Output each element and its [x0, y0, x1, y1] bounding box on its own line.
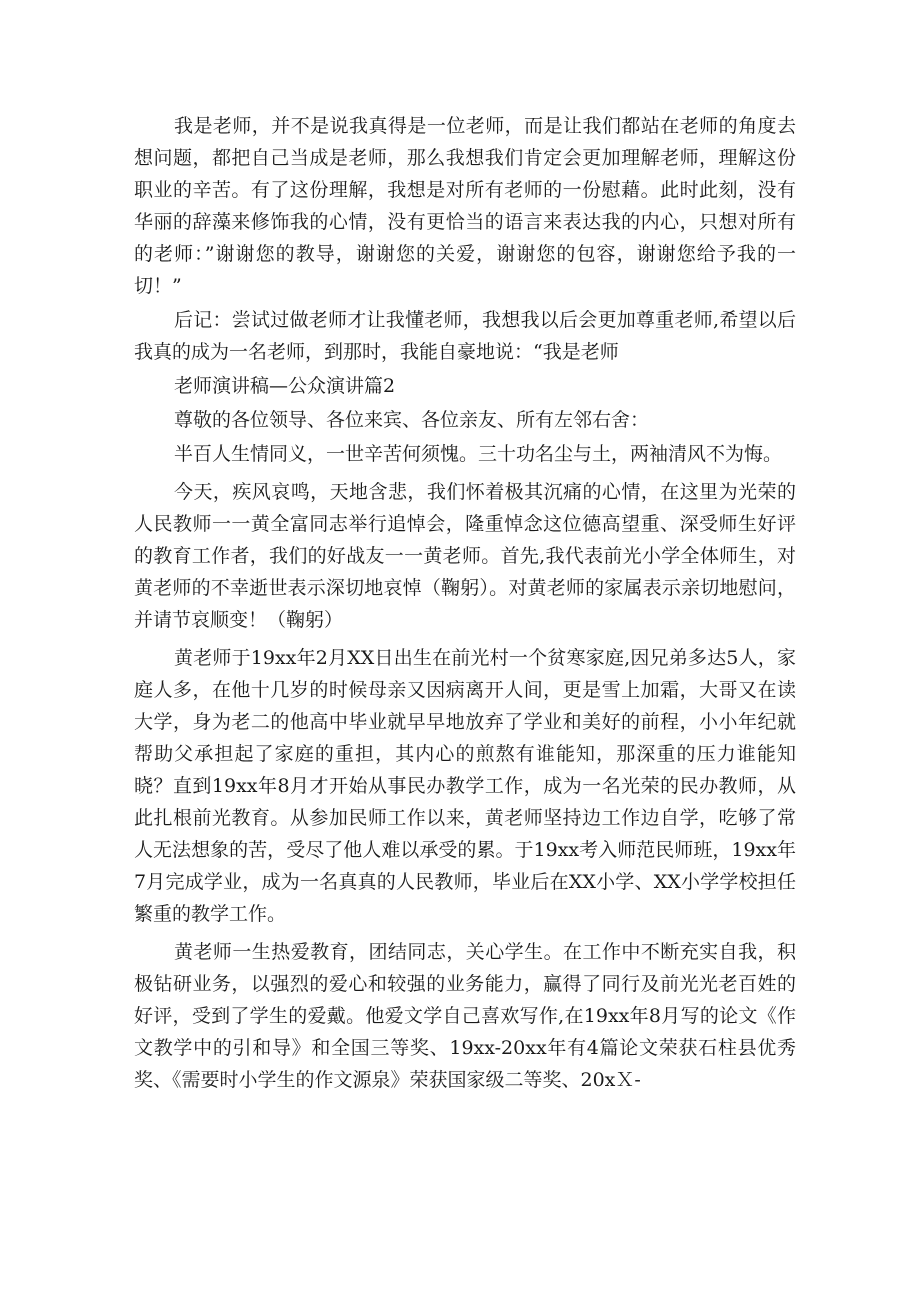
salutation: 尊敬的各位领导、各位来宾、各位亲友、所有左邻右舍： — [174, 409, 650, 431]
paragraph-postscript: 后记：尝试过做老师才让我懂老师，我想我以后会更加尊重老师,希望以后我真的成为一名老师，到那时，我能自豪地说：“我是老师 — [134, 309, 796, 363]
document-body — [134, 110, 796, 1098]
paragraph-eulogy-opening: 今天，疾风哀鸣，天地含悲，我们怀着极其沉痛的心情，在这里为光荣的人民教师一一黄全富同志举行追悼会，隆重悼念这位德高望重、深受师生好评的教育工作者，我们的好战友一一黄老师。首先,我代表前光小学全体师生，对黄老师的不幸逝世表示深切地哀悼（鞠躬）。对黄老师的家属表示亲切地慰问，并请节哀顺变！（鞠躬） — [134, 481, 796, 631]
paragraph-couplet: 半百人生情同义，一世辛苦何须愧。三十功名尘与土，两袖清风不为悔。 — [174, 443, 783, 465]
paragraph-achievements: 黄老师一生热爱教育，团结同志，关心学生。在工作中不断充实自我，积极钻研业务，以强烈的爱心和较强的业务能力，赢得了同行及前光光老百姓的好评，受到了学生的爱戴。他爱文学自己喜欢写作,在19xx年8月写的论文《作文教学中的引和导》和全国三等奖、19xx-20xx年有4篇论文荣获石柱县优秀奖、《需要时小学生的作文源泉》荣获国家级二等奖、20xＸ- — [134, 941, 796, 1091]
paragraph-biography: 黄老师于19xx年2月XX日出生在前光村一个贫寒家庭,因兄弟多达5人，家庭人多，在他十几岁的时候母亲又因病离开人间，更是雪上加霜，大哥又在读大学，身为老二的他高中毕业就早早地放弃了学业和美好的前程，小小年纪就帮助父承担起了家庭的重担，其内心的煎熬有谁能知，那深重的压力谁能知晓？直到19xx年8月才开始从事民办教学工作，成为一名光荣的民办教师，从此扎根前光教育。从参加民师工作以来，黄老师坚持边工作边自学，吃够了常人无法想象的苦，受尽了他人难以承受的累。于19xx考入师范民师班，19xx年7月完成学业，成为一名真真的人民教师，毕业后在XX小学、XX小学学校担任繁重的教学工作。 — [134, 647, 796, 925]
section-title: 老师演讲稿—公众演讲篇2 — [174, 375, 396, 397]
paragraph-intro: 我是老师，并不是说我真得是一位老师，而是让我们都站在老师的角度去想问题，都把自己当成是老师，那么我想我们肯定会更加理解老师，理解这份职业的辛苦。有了这份理解，我想是对所有老师的一份慰藉。此时此刻，没有华丽的辞藻来修饰我的心情，没有更恰当的语言来表达我的内心，只想对所有的老师：”谢谢您的教导，谢谢您的关爱，谢谢您的包容，谢谢您给予我的一切！” — [134, 115, 796, 297]
